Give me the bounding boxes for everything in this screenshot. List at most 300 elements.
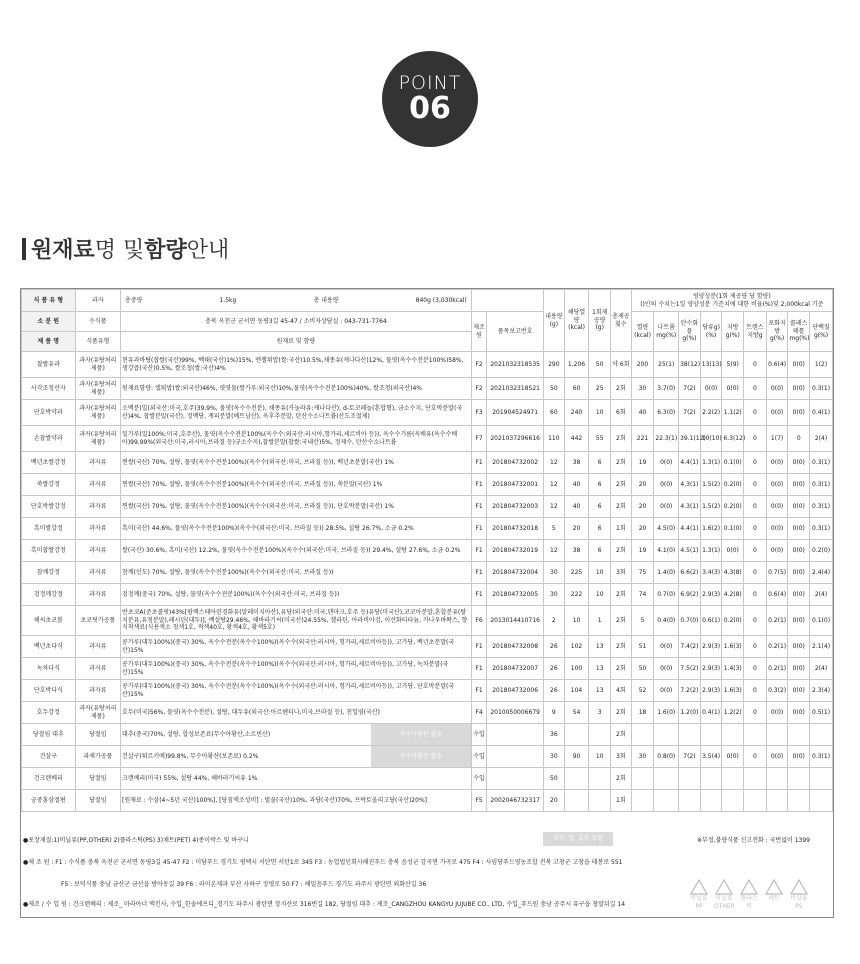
nutrition-value — [744, 768, 767, 790]
nutrition-value: 5(9) — [722, 352, 744, 378]
nutrition-value: 0 — [744, 540, 767, 562]
maker-code: 수입 — [471, 746, 486, 768]
nutrition-value: 4.5(1) — [679, 540, 701, 562]
raw-materials: 반초코A(준초콜릿)43%[팜핵스테아린경화유(말레이지아산),유당(외국산:미국,덴마크,호주 등)유당(미국산),코코아분말,혼합분유(탈지분유,유청분말),레시틴(대두)], 백설탕29.46%, 해바라기씨(미국산)24.55%, 젤라틴, 아라비아검, 이산화티타늄, 카나우바왁스, 향식착색료(식용색소 청색1호, 적색40호, 황색4호, 황색5호) — [121, 606, 472, 636]
maker-code: F1 — [471, 562, 486, 584]
raw-materials: 찐쌀(국산) 70%, 설탕, 물엿(옥수수전분100%)(옥수수(외국산:미국, 브라질 등)), 단호박분말(국산) 1% — [121, 496, 472, 518]
nutrition-value: 5 — [631, 606, 654, 636]
kcal — [564, 790, 589, 812]
nutrition-value: 1(2) — [810, 352, 833, 378]
report-number: 201804732019 — [487, 540, 544, 562]
nutrition-value: 0.4(1) — [810, 400, 833, 426]
content-value: 840g (3,030kcal) — [415, 296, 467, 304]
total-value: 1.5kg — [219, 296, 237, 304]
nutrition-value: 0(0) — [788, 702, 810, 724]
type-value: 과자 — [75, 290, 120, 312]
nutrition-value: 1.6(2) — [700, 518, 722, 540]
nutrition-value: 0(0) — [722, 746, 744, 768]
nutrition-value: 0 — [744, 584, 767, 606]
nutrition-value: 75 — [631, 562, 654, 584]
serving — [589, 724, 611, 746]
food-type: 과채가공품 — [75, 746, 120, 768]
nutrition-value — [700, 768, 722, 790]
recycle-icon — [764, 879, 784, 910]
table-row — [22, 518, 833, 540]
maker-code: F6 — [471, 606, 486, 636]
nutrition-value: 3.4(3) — [700, 562, 722, 584]
nutrition-value: 0(0) — [766, 452, 788, 474]
title-bar-icon — [22, 238, 26, 260]
report-number: 2021032318535 — [487, 352, 544, 378]
content-g: 26 — [544, 636, 565, 658]
product-name: 건살구 — [22, 746, 76, 768]
product-name: 찹쌀유과 — [22, 352, 76, 378]
nutrition-value: 0 — [744, 474, 767, 496]
product-name: 해씨초코볼 — [22, 606, 76, 636]
food-type: 과자류 — [75, 452, 120, 474]
nutrition-value: 1.2(2) — [722, 702, 744, 724]
nutrition-value: 0.2(0) — [722, 496, 744, 518]
nutrition-value: 2(4) — [810, 658, 833, 680]
nutrition-value: 0(0) — [766, 746, 788, 768]
nutrition-value: 0.1(0) — [722, 452, 744, 474]
nutrition-value — [679, 790, 701, 812]
nutrition-value — [631, 724, 654, 746]
maker-code: F3 — [471, 400, 486, 426]
recycle-sub: OTHER — [714, 902, 735, 910]
nutrition-value: 0(0) — [654, 680, 679, 702]
nutrition-value: 0.2(1) — [766, 658, 788, 680]
nutrition-value: 0(0) — [766, 474, 788, 496]
table-row — [22, 400, 833, 426]
maker-code: F2 — [471, 352, 486, 378]
nutrition-value: 0.3(1) — [810, 518, 833, 540]
nutrition-value: 0(0) — [788, 606, 810, 636]
nutrition-value: 2.2(2) — [700, 400, 722, 426]
seller-value: 수식품 — [75, 312, 120, 332]
times: 약 6회 — [611, 352, 632, 378]
times: 2회 — [611, 702, 632, 724]
nutrition-value — [744, 790, 767, 812]
serving: 10 — [589, 584, 611, 606]
serving: 13 — [589, 680, 611, 702]
content-g: 12 — [544, 540, 565, 562]
nutrition-value — [722, 768, 744, 790]
nutrition-value: 19 — [631, 540, 654, 562]
nutrition-value: 6.3(12) — [722, 426, 744, 452]
raw-label: 원재료 및 함량 — [121, 332, 472, 352]
serving: 13 — [589, 636, 611, 658]
nutrition-value: 0(0) — [788, 452, 810, 474]
product-name: 백년초쌀강정 — [22, 452, 76, 474]
product-name: 참깨강정 — [22, 562, 76, 584]
nutrition-value: 0(0) — [654, 474, 679, 496]
recycle-icon — [714, 879, 734, 910]
nutrition-value: 4.2(8) — [722, 584, 744, 606]
nutrition-value — [810, 790, 833, 812]
recycle-sub: PS — [795, 902, 803, 910]
nutrition-value — [788, 790, 810, 812]
product-name: 건크랜베리 — [22, 768, 76, 790]
report-number: 201904524971 — [487, 400, 544, 426]
nutrition-value: 2.9(3) — [700, 680, 722, 702]
importer-note: ●제조 / 수 입 원 : 건크랜베리 : 제조_ 마라아너 맥킨사, 수입_한솔에프디_경기도 파주시 광탄면 장지산로 316번길 182, 당절임 대추 : 제조_CANGZHOU KANGYU JUJUBE CO., LTD, 수입_푸드원 충남 공주시 유구읍 창말뒤길 14 — [23, 901, 626, 908]
table-row — [22, 378, 833, 400]
content-g: 50 — [544, 378, 565, 400]
times: 2회 — [611, 636, 632, 658]
kcal: 40 — [564, 474, 589, 496]
report-number: 201804732005 — [487, 584, 544, 606]
raw-materials: 흑미(국산) 44.6%, 물엿(옥수수전분100%)(옥수수(외국산:미국, 브라질 등)) 28.5%, 설탕 26.7%, 소금 0.2% — [121, 518, 472, 540]
recycle-marks — [689, 879, 809, 910]
kcal: 442 — [564, 426, 589, 452]
food-type: 과자류 — [75, 474, 120, 496]
table-row — [22, 606, 833, 636]
raw-materials: 참깨(인도) 70%, 설탕, 물엿(옥수수전분100%)(옥수수(외국산:미국, 브라질 등)) — [121, 562, 472, 584]
table-row — [22, 724, 833, 746]
nutrition-value: 7(2) — [679, 400, 701, 426]
maker-code: 수입 — [471, 724, 486, 746]
nutrition-value: 0(0) — [788, 474, 810, 496]
nutrition-value: 0.5(1) — [810, 702, 833, 724]
report-number: 201804732006 — [487, 680, 544, 702]
nutrition-value — [631, 768, 654, 790]
nutrition-value: 20 — [631, 474, 654, 496]
nutrition-value: 38(12) — [679, 352, 701, 378]
n-sodium-head: 나트륨mg(%) — [654, 312, 679, 352]
kcal: 60 — [564, 378, 589, 400]
raw-materials: 크랜베리(미국) 55%, 설탕 44%, 해바라기씨유 1% — [121, 768, 472, 790]
nutrition-value: 4.4(1) — [679, 452, 701, 474]
food-type: 과자(유탕처리제품) — [75, 400, 120, 426]
maker-code: F1 — [471, 496, 486, 518]
nutrition-value: 30 — [631, 378, 654, 400]
nutrition-value: 1.4(0) — [654, 562, 679, 584]
nutrition-value: 0.3(1) — [810, 746, 833, 768]
nutrition-value: 20 — [631, 518, 654, 540]
serving: 6 — [589, 496, 611, 518]
nutrition-value: 6.3(0) — [654, 400, 679, 426]
food-type: 과자류 — [75, 540, 120, 562]
kcal: 40 — [564, 496, 589, 518]
times: 2회 — [611, 378, 632, 400]
nutrition-value: 0.2(1) — [766, 636, 788, 658]
product-name: 단호박약과 — [22, 400, 76, 426]
raw-materials: 콩가루(대두100%)(중국) 30%, 옥수수전분(옥수수100%)(옥수수(외국산:러시아, 헝가리,세르비아등)), 고가당, 녹차분말(국산)15% — [121, 658, 472, 680]
serving: 10 — [589, 400, 611, 426]
serving: 6 — [589, 474, 611, 496]
report-number — [487, 746, 544, 768]
nutrition-value: 0(0) — [788, 400, 810, 426]
kcal: 225 — [564, 562, 589, 584]
recycle-label: 비닐류 — [715, 895, 733, 902]
maker-code: F1 — [471, 658, 486, 680]
sulfite-chip: 무수아황산 함유 — [371, 746, 471, 767]
table-row — [22, 658, 833, 680]
nutrition-value: 2.9(3) — [700, 584, 722, 606]
content-g: 30 — [544, 562, 565, 584]
content-g: 12 — [544, 474, 565, 496]
content-label: 총 내용량 — [313, 296, 339, 304]
food-type: 과자류 — [75, 584, 120, 606]
nutrition-value: 4.1(0) — [654, 540, 679, 562]
nutrition-value — [744, 724, 767, 746]
maker-code: F1 — [471, 680, 486, 702]
report-number: 201804732002 — [487, 452, 544, 474]
raw-materials: 밀가루(밀100%:미국,호주산), 물엿(옥수수전분100%(옥수수:외국산:러시아,헝가리,세르비아 등)), 옥수수기름(옥배유(옥수수배아)99.99%(외국산:미국,러시아,브라질 등)규소수지),찹쌀분말(찹쌀:국내산)5%, 정제수, 탄산수소나트륨 — [121, 426, 472, 452]
nutrition-value: 2.9(3) — [700, 636, 722, 658]
type-label: 식 품 유 형 — [22, 290, 76, 312]
nutrition-value: 0 — [744, 400, 767, 426]
food-type: 당절임 — [75, 724, 120, 746]
product-name: 호두강정 — [22, 702, 76, 724]
nutrition-value: 1.6(0) — [654, 702, 679, 724]
col-times: 총제공횟수 — [611, 290, 632, 352]
table-row — [22, 768, 833, 790]
n-chol-head: 콜레스테롤mg(%) — [788, 312, 810, 352]
nutrition-value: 0(0) — [788, 518, 810, 540]
total-label: 총중량 — [125, 296, 143, 304]
maker-code: F2 — [471, 378, 486, 400]
product-name: 흑미찹쌀강정 — [22, 540, 76, 562]
nutrition-value: 0.3(1) — [810, 496, 833, 518]
nutrition-value — [700, 724, 722, 746]
food-type: 과자류 — [75, 562, 120, 584]
times: 2회 — [611, 474, 632, 496]
raw-materials: [원재료 : 수삼(4~5년 국산)100%], [당침액조성비] : 벌꿀(국산)10%, 과당(국산)70%, 프락토올리고당(국산)20%] — [121, 790, 472, 812]
kcal: 104 — [564, 680, 589, 702]
raw-materials: 쌀(국산) 30.6%, 흑미(국산) 12.2%, 물엿(옥수수전분100%)(옥수수(외국산:미국, 브라질 등)) 29.4%, 설탕 27.6%, 소금 0.2% — [121, 540, 472, 562]
product-name: 손찹쌀약과 — [22, 426, 76, 452]
serving: 10 — [589, 562, 611, 584]
times: 2회 — [611, 496, 632, 518]
product-name: 단호박다식 — [22, 680, 76, 702]
kcal: 38 — [564, 540, 589, 562]
serving: 1 — [589, 606, 611, 636]
maker-code: F1 — [471, 452, 486, 474]
report-number: 201804732007 — [487, 658, 544, 680]
food-type: 과자(유탕처리제품) — [75, 426, 120, 452]
nutrition-value: 2.1(4) — [810, 636, 833, 658]
sulfite-chip: 무수아황산 함유 — [371, 724, 471, 745]
nutrition-value: 0.6(1) — [700, 606, 722, 636]
nutrition-value: 1.1(2) — [722, 400, 744, 426]
nutrition-value: 0(0) — [766, 702, 788, 724]
nutrition-value: 22.3(1) — [654, 426, 679, 452]
recycle-label: 비닐류 — [690, 895, 708, 902]
nutrition-value: 0 — [744, 636, 767, 658]
n-sat-head: 포화지방g(%) — [766, 312, 788, 352]
nutrition-value: 0.2(1) — [766, 606, 788, 636]
report-number: 201804732003 — [487, 496, 544, 518]
nutrition-value — [631, 790, 654, 812]
times: 2회 — [611, 658, 632, 680]
raw-materials: 호두(미국)56%, 물엿(옥수수전분), 설탕, 대두유(외국산:아르헨티나,미국,브라질 등), 천일염(국산) — [121, 702, 472, 724]
kcal: 54 — [564, 702, 589, 724]
nutrition-value: 0(0) — [788, 746, 810, 768]
table-row — [22, 790, 833, 812]
title-part-4: 안내 — [186, 238, 230, 263]
report-label: 품목보고번호 — [487, 312, 544, 352]
ingredient-table — [21, 289, 833, 812]
report-number — [487, 768, 544, 790]
nutrition-value: 1.3(1) — [700, 540, 722, 562]
content-g: 2 — [544, 606, 565, 636]
n-fat-head: 지방g(%) — [722, 312, 744, 352]
nutrition-value — [722, 724, 744, 746]
table-row — [22, 496, 833, 518]
kcal — [564, 768, 589, 790]
nutrition-value: 0.3(1) — [810, 378, 833, 400]
report-number: 2010050006679 — [487, 702, 544, 724]
nutrition-value: 0(0) — [788, 636, 810, 658]
nutrition-value: 0 — [744, 658, 767, 680]
nutrition-value: 2(4) — [810, 426, 833, 452]
col-serving: 1회제공량(g) — [589, 290, 611, 352]
nutrition-value: 0(0) — [654, 658, 679, 680]
content-g: 60 — [544, 400, 565, 426]
nutrition-value: 0.2(0) — [722, 606, 744, 636]
kcal: 38 — [564, 452, 589, 474]
serving: 3 — [589, 702, 611, 724]
report-number: 2002046732317 — [487, 790, 544, 812]
nutrition-value: 3.5(4) — [700, 746, 722, 768]
title-part-2: 명 및 — [94, 238, 145, 263]
nutrition-value: 2(4) — [810, 584, 833, 606]
nutrition-value: 0(0) — [788, 352, 810, 378]
nutrition-value: 0.8(0) — [654, 746, 679, 768]
nutrition-value — [766, 768, 788, 790]
table-row — [22, 452, 833, 474]
nutrition-value: 0(0) — [788, 496, 810, 518]
kcal — [564, 724, 589, 746]
content-g: 5 — [544, 518, 565, 540]
content-g: 26 — [544, 680, 565, 702]
nutrition-value — [722, 790, 744, 812]
nutrition-value: 0 — [744, 496, 767, 518]
nutrition-value — [654, 768, 679, 790]
seller-label: 소 분 원 — [22, 312, 76, 332]
nutrition-value — [654, 790, 679, 812]
nutrition-value: 19 — [631, 452, 654, 474]
raw-materials: 콩가루(대두100%)(중국) 30%, 옥수수전분(옥수수100%)(옥수수(외국산:러시아, 헝가리,세르비아등)), 고가당, 백년초분말(국산)15% — [121, 636, 472, 658]
serving: 10 — [589, 746, 611, 768]
recycle-icon — [789, 879, 809, 910]
raw-text: 건살구(튀르키예)99.8%, 무수아황산(보존료) 0.2% — [122, 752, 259, 760]
report-number: 201804732018 — [487, 518, 544, 540]
nutrition-value: 7.2(2) — [679, 680, 701, 702]
nutrition-value: 0.7(0) — [679, 606, 701, 636]
food-type: 과자류 — [75, 518, 120, 540]
report-number: 201804732001 — [487, 474, 544, 496]
raw-text: 대추(중국)70%, 설탕, 합성보존료(무수아황산,소르빈산) — [122, 730, 271, 738]
content-g: 110 — [544, 426, 565, 452]
serving: 25 — [589, 378, 611, 400]
product-name: 궁중홍삼절편 — [22, 790, 76, 812]
nutrition-value: 1.6(3) — [722, 680, 744, 702]
times: 2회 — [611, 606, 632, 636]
times: 2회 — [611, 768, 632, 790]
kcal: 20 — [564, 518, 589, 540]
nutrition-value: 10(10) — [700, 426, 722, 452]
times: 4회 — [611, 680, 632, 702]
times: 1회 — [611, 790, 632, 812]
maker-code: F1 — [471, 584, 486, 606]
col-kcal: 해당열량(kcal) — [564, 290, 589, 352]
nutrition-value: 0(0) — [788, 540, 810, 562]
kcal: 100 — [564, 658, 589, 680]
raw-materials: 콩가루(대두100%)(중국) 30%, 옥수수전분(옥수수100%)(옥수수(외국산:러시아, 헝가리,세르비아등)), 고가당, 단호박분말(국산)15% — [121, 680, 472, 702]
nutrition-value: 7.5(2) — [679, 658, 701, 680]
nutrition-value: 0(0) — [788, 562, 810, 584]
nutrition-value: 0(0) — [654, 636, 679, 658]
nutrition-value: 74 — [631, 584, 654, 606]
nutrition-value: 51 — [631, 636, 654, 658]
nutrition-value: 0 — [744, 746, 767, 768]
report-number: 2021032318521 — [487, 378, 544, 400]
recycle-sub: PP — [695, 902, 703, 910]
product-name: 검정깨강정 — [22, 584, 76, 606]
times: 2회 — [611, 540, 632, 562]
nutrition-value: 7.4(2) — [679, 636, 701, 658]
raw-materials — [121, 724, 472, 746]
kcal: 10 — [564, 606, 589, 636]
nutrition-value: 221 — [631, 426, 654, 452]
report-number: 201804732008 — [487, 636, 544, 658]
nutrition-value: 0.1(0) — [810, 606, 833, 636]
product-name: 쑥쌀강정 — [22, 474, 76, 496]
recycle-icon — [739, 879, 759, 910]
report-number: 2021037296616 — [487, 426, 544, 452]
times: 2회 — [611, 584, 632, 606]
nutrition-value: 0.7(0) — [654, 584, 679, 606]
nutrition-value: 0(0) — [722, 540, 744, 562]
times: 1회 — [611, 518, 632, 540]
content-g: 26 — [544, 658, 565, 680]
times: 2회 — [611, 724, 632, 746]
nutrition-value: 0.3(1) — [810, 452, 833, 474]
content-g: 20 — [544, 790, 565, 812]
nutrition-value: 20 — [631, 496, 654, 518]
raw-materials: 원재료함량: 엘튀밥(쌀:외국산)46%, 엿엿물(쌀가루:외국산)10%,물엿(옥수수전분100%)40%, 쌀조청(외국산)4% — [121, 378, 472, 400]
nutrition-value: 39.1(12) — [679, 426, 701, 452]
nutrition-value: 0.2(0) — [722, 474, 744, 496]
nutrition-subtitle: ()안의 수치는1일 영양성분 기준치에 대한 비율(%)및 2,000kcal 기준 — [640, 300, 824, 308]
nutrition-value: 0 — [744, 518, 767, 540]
nutrition-value: 4.5(0) — [654, 518, 679, 540]
raw-materials — [121, 746, 472, 768]
product-name: 사각조청산자 — [22, 378, 76, 400]
table-row — [22, 702, 833, 724]
content-g: 36 — [544, 724, 565, 746]
nutrition-value: 4.3(1) — [679, 496, 701, 518]
content-g: 9 — [544, 702, 565, 724]
product-name: 흑미쌀강정 — [22, 518, 76, 540]
maker-code: F5 — [471, 790, 486, 812]
serving — [589, 768, 611, 790]
nutrition-value: 0 — [744, 702, 767, 724]
raw-materials: 현유과바탕(찹쌀(국산)99%, 백태(국산)1%)15%, 엔젤튀밥(쌀:국산)10.5%,채종유(캐나다산)12%, 물엿(옥수수전분100%)58%, 생강즙(국산)0.5%, 쌀조청(쌀:국산)4% — [121, 352, 472, 378]
table-row — [22, 540, 833, 562]
product-label: 제 품 명 — [22, 332, 76, 352]
nutrition-value: 0.3(1) — [810, 474, 833, 496]
product-name: 단호박쌀강정 — [22, 496, 76, 518]
n-sugar-head: 당류g)(%) — [700, 312, 722, 352]
maker-code: 수입 — [471, 768, 486, 790]
serving: 6 — [589, 452, 611, 474]
table-row — [22, 474, 833, 496]
nutrition-value: 2.9(3) — [700, 658, 722, 680]
